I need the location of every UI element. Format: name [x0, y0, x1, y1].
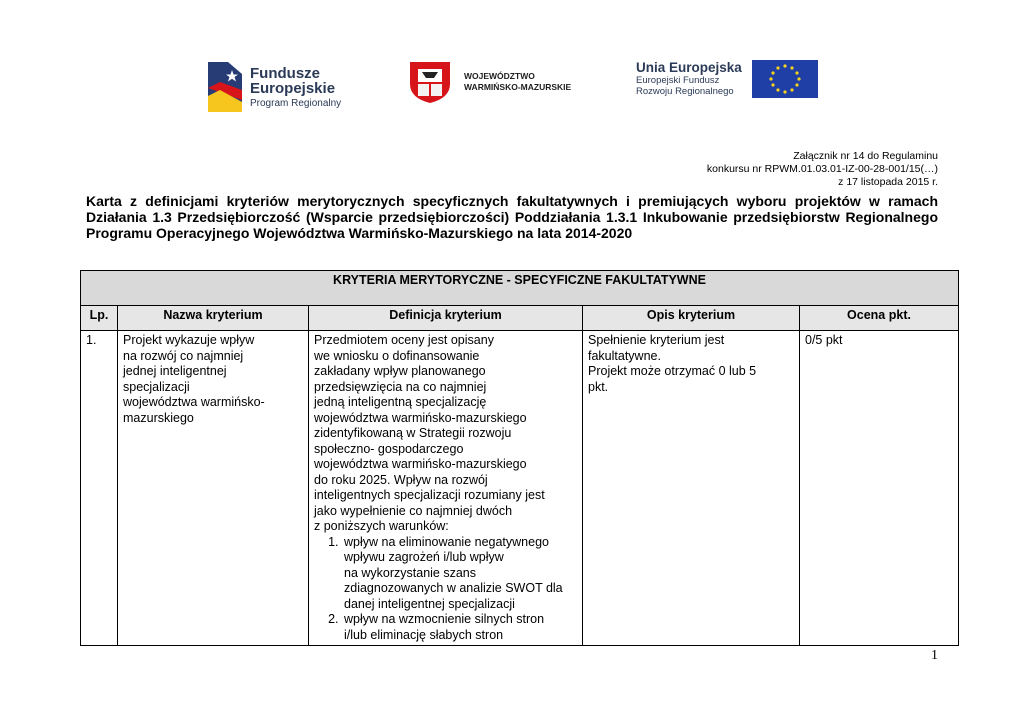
table-row — [81, 331, 959, 646]
col-definition: Definicja kryterium — [309, 306, 583, 331]
col-description: Opis kryterium — [583, 306, 800, 331]
col-lp: Lp. — [81, 306, 118, 331]
wm-line1: WOJEWÓDZTWO — [464, 70, 535, 81]
list-line: 2. wpływ na wzmocnienie silnych stron — [344, 612, 545, 626]
list-line: zdiagnozowanych w analizie SWOT dla — [344, 581, 563, 595]
description-line: Projekt może otrzymać 0 lub 5 — [588, 364, 757, 378]
fe-line3: Program Regionalny — [250, 97, 342, 109]
annex-note — [707, 150, 938, 189]
cell-description — [583, 331, 800, 646]
ue-line3: Rozwoju Regionalnego — [636, 85, 734, 97]
definition-line: zakładany wpływ planowanego — [314, 364, 486, 378]
ue-line2: Europejski Fundusz — [636, 74, 720, 86]
page-number: 1 — [931, 648, 938, 663]
name-line: specjalizacji — [123, 379, 190, 394]
list-line: wpływu zagrożeń i/lub wpływ — [344, 550, 504, 564]
list-item — [342, 535, 577, 613]
name-line: na rozwój co najmniej — [123, 348, 244, 363]
definition-line: jedną inteligentną specjalizację — [314, 395, 487, 409]
definition-line: zidentyfikowaną w Strategii rozwoju — [314, 426, 512, 440]
cell-definition — [309, 331, 583, 646]
description-line: fakultatywne. — [588, 348, 661, 363]
wm-line2: WARMIŃSKO-MAZURSKIE — [464, 82, 572, 92]
cell-score: 0/5 pkt — [800, 331, 959, 646]
definition-line: we wniosku o dofinansowanie — [314, 348, 480, 363]
section-header: KRYTERIA MERYTORYCZNE - SPECYFICZNE FAKULTATYWNE — [81, 271, 959, 306]
definition-line: jako wypełnienie co najmniej dwóch — [314, 503, 513, 518]
description-line: pkt. — [588, 379, 609, 394]
annex-line3: z 17 listopada 2015 r. — [838, 176, 938, 188]
fe-star-icon — [206, 60, 244, 114]
annex-line1: Załącznik nr 14 do Regulaminu — [793, 150, 938, 162]
ue-line1: Unia Europejska — [636, 60, 742, 76]
name-line: Projekt wykazuje wpływ — [123, 333, 255, 347]
list-line: danej inteligentnej specjalizacji — [344, 596, 515, 611]
description-line: Spełnienie kryterium jest — [588, 333, 725, 347]
cell-lp: 1. — [81, 331, 118, 646]
definition-line: z poniższych warunków: — [314, 519, 449, 533]
list-item — [342, 612, 577, 643]
document-title: Karta z definicjami kryteriów merytorycznych specyficznych fakultatywnych i premiujących wyboru projektów w ramach Działania 1.3 Przedsiębiorczość (Wsparcie przedsiębiorczości) Poddziałania 1.3.1 Inkubowanie przedsiębiorstw Regionalnego Programu Operacyjnego Województwa Warmińsko-Mazurskiego na lata 2014-2020 — [86, 193, 938, 241]
col-score: Ocena pkt. — [800, 306, 959, 331]
logo-bar — [0, 60, 1024, 116]
cell-name — [118, 331, 309, 646]
name-line: województwa warmińsko- — [123, 395, 265, 409]
condition-list — [314, 535, 577, 644]
definition-line: do roku 2025. Wpływ na rozwój — [314, 472, 488, 487]
definition-line: inteligentnych specjalizacji rozumiany jest — [314, 488, 545, 502]
definition-line: województwa warmińsko-mazurskiego — [314, 410, 527, 425]
list-line: 1. wpływ na eliminowanie negatywnego — [344, 534, 549, 549]
logo-wojewodztwo — [408, 60, 571, 104]
list-line: i/lub eliminację słabych stron — [344, 627, 504, 642]
fe-line1: Fundusze — [250, 64, 320, 82]
definition-line: społeczno- gospodarczego — [314, 441, 464, 456]
eu-flag-icon — [752, 60, 818, 98]
list-line: na wykorzystanie szans — [344, 565, 477, 580]
definition-line: województwa warmińsko-mazurskiego — [314, 457, 527, 471]
definition-line: przedsięwzięcia na co najmniej — [314, 379, 487, 394]
section-header-row — [81, 271, 959, 306]
criteria-table — [80, 270, 959, 646]
coat-of-arms-icon — [408, 60, 452, 104]
name-line: jednej inteligentnej — [123, 364, 227, 378]
annex-line2: konkursu nr RPWM.01.03.01-IZ-00-28-001/15(…) — [706, 163, 938, 175]
col-name: Nazwa kryterium — [118, 306, 309, 331]
column-header-row — [81, 306, 959, 331]
logo-unia-europejska — [636, 60, 818, 98]
fe-line2: Europejskie — [250, 79, 336, 97]
logo-fundusze-europejskie — [206, 60, 341, 114]
definition-line: Przedmiotem oceny jest opisany — [314, 333, 494, 347]
name-line: mazurskiego — [123, 410, 194, 425]
